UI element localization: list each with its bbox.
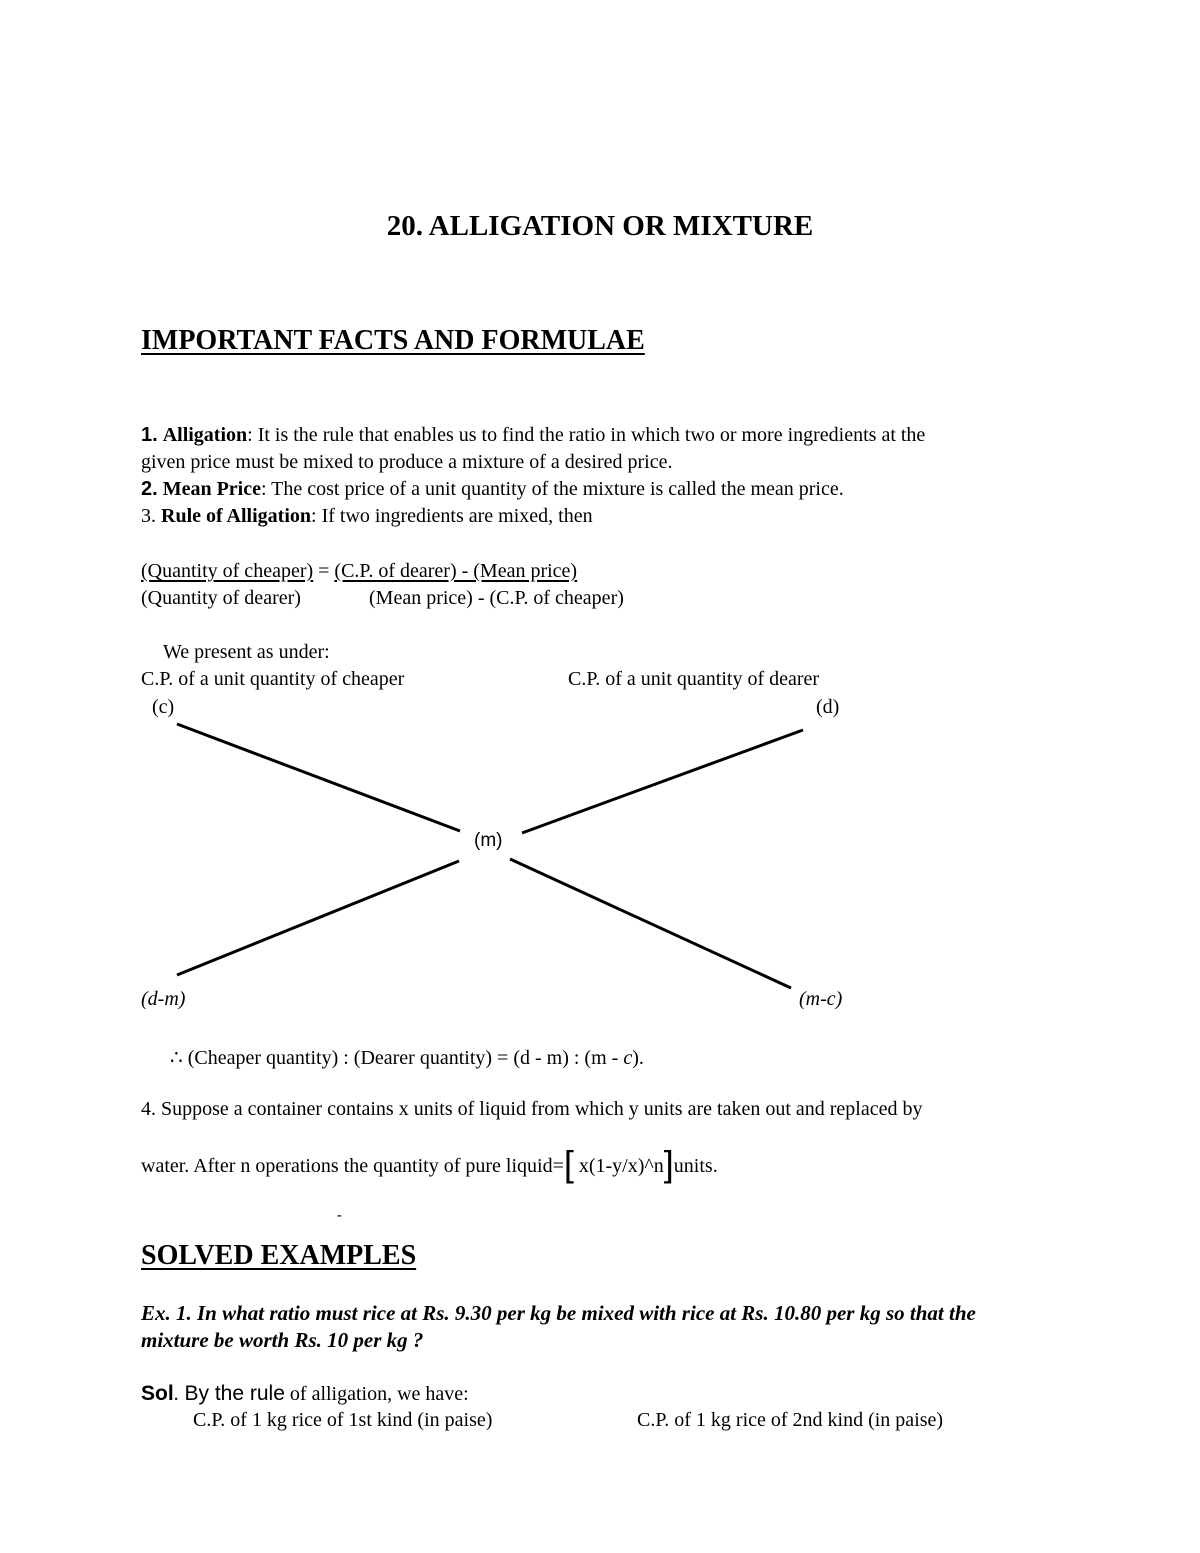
solution-cp-first-kind: C.P. of 1 kg rice of 1st kind (in paise) — [193, 1409, 493, 1431]
therefore-end: ). — [632, 1047, 644, 1069]
diagram-label-cheaper: C.P. of a unit quantity of cheaper — [141, 668, 405, 690]
therefore-c: c — [623, 1047, 633, 1069]
solved-examples-heading: SOLVED EXAMPLES — [141, 1240, 417, 1271]
fact-2-number: 2. — [141, 478, 158, 500]
diagram-intro: We present as under: — [163, 641, 330, 663]
therefore-symbol: ∴ — [170, 1047, 183, 1069]
solution-intro — [141, 1382, 469, 1406]
solution-by-rule: By the rule — [178, 1382, 285, 1405]
fact-1-text: : It is the rule that enables us to find the ratio in which two or more ingredients at the — [247, 424, 926, 446]
fact-4-text: water. After n operations the quantity of pure liquid= — [141, 1155, 564, 1177]
solution-label: Sol — [141, 1382, 174, 1405]
fact-1-continued: given price must be mixed to produce a mixture of a desired price. — [141, 451, 673, 473]
fact-1-number: 1. — [141, 424, 158, 446]
line-d-to-m — [522, 730, 803, 833]
line-m-to-dm — [177, 861, 459, 975]
fact-4-line-2 — [141, 1143, 718, 1185]
rule-equals: = — [313, 560, 335, 582]
therefore-ratio — [170, 1045, 644, 1070]
fact-2-text: : The cost price of a unit quantity of the mixture is called the mean price. — [260, 478, 844, 500]
therefore-text: (Cheaper quantity) : (Dearer quantity) = (d - m) : (m - — [182, 1047, 624, 1069]
solution-cp-second-kind: C.P. of 1 kg rice of 2nd kind (in paise) — [637, 1409, 944, 1431]
rule-quantity-dearer: (Quantity of dearer) — [141, 587, 301, 609]
solution-rest: of alligation, we have: — [284, 1383, 469, 1405]
diagram-d-minus-m: (d-m) — [141, 988, 186, 1010]
formula-close-bracket: ] — [663, 1143, 674, 1184]
line-m-to-mc — [510, 859, 791, 988]
diagram-d: (d) — [816, 696, 840, 718]
diagram-m-minus-c: (m-c) — [799, 988, 843, 1010]
fact-4-line-1: 4. Suppose a container contains x units of liquid from which y units are taken out and replaced by — [141, 1098, 923, 1120]
diagram-m: (m) — [474, 830, 503, 851]
line-c-to-m — [177, 724, 460, 831]
diagram-label-dearer: C.P. of a unit quantity of dearer — [568, 668, 820, 690]
fact-2-term: Mean Price — [162, 478, 261, 500]
rule-dearer-minus-mean: (C.P. of dearer) - (Mean price) — [334, 560, 578, 582]
fact-3-term: Rule of Alligation — [161, 505, 312, 527]
fact-3-text: : If two ingredients are mixed, then — [311, 505, 593, 527]
fact-1-term: Alligation — [162, 424, 248, 446]
pure-liquid-formula: x(1-y/x)^n — [573, 1155, 664, 1177]
diagram-c: (c) — [152, 696, 175, 718]
stray-mark: - — [337, 1208, 342, 1223]
example-1-line-2: mixture be worth Rs. 10 per kg ? — [141, 1328, 424, 1352]
solution-dot: . — [173, 1383, 179, 1405]
formula-open-bracket: [ — [563, 1143, 574, 1184]
rule-quantity-cheaper: (Quantity of cheaper) — [141, 560, 314, 582]
fact-4-units: units. — [673, 1155, 718, 1177]
rule-mean-minus-cheaper: (Mean price) - (C.P. of cheaper) — [369, 587, 624, 609]
fact-3-number: 3. — [141, 505, 156, 527]
example-1-line-1: Ex. 1. In what ratio must rice at Rs. 9.30 per kg be mixed with rice at Rs. 10.80 per kg so that the — [141, 1301, 976, 1325]
facts-heading: IMPORTANT FACTS AND FORMULAE — [141, 325, 645, 356]
page-title: 20. ALLIGATION OR MIXTURE — [386, 210, 814, 242]
